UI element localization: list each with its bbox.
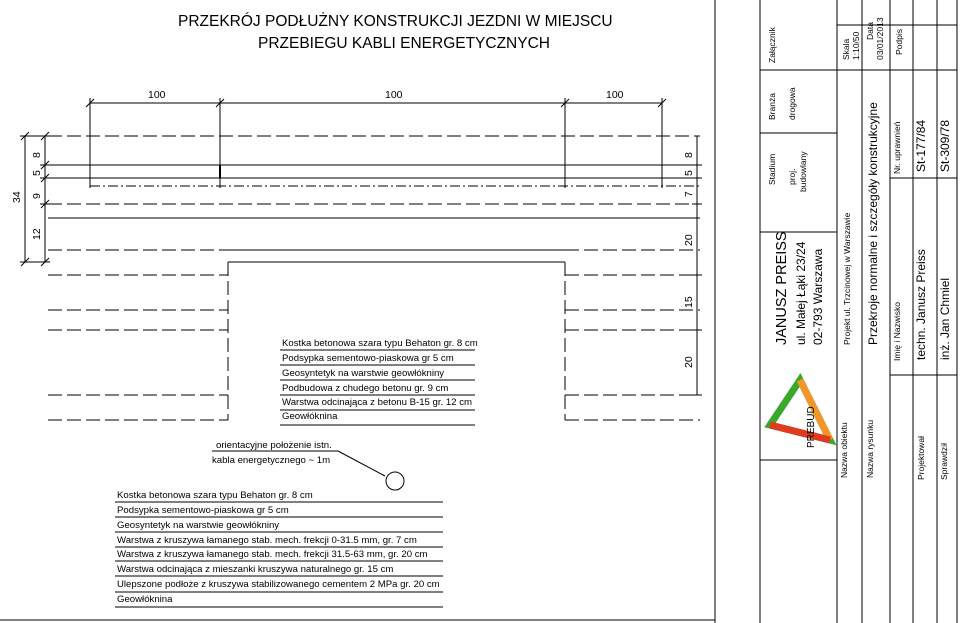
lower-layer-5: Warstwa z kruszywa łamanego stab. mech. frekcji 31.5-63 mm, gr. 20 cm — [117, 549, 428, 560]
zalacznik-label: Załącznik — [767, 27, 777, 63]
podpis-label: Podpis — [894, 29, 904, 55]
left-dim-9: 9 — [31, 193, 43, 199]
stadium-label: Stadium — [767, 153, 777, 185]
nazwa-rysunku-label: Nazwa rysunku — [865, 419, 875, 478]
nazwa-obiektu-label: Nazwa obiektu — [839, 422, 849, 478]
prebud-logo-text: PREBUD — [806, 406, 817, 448]
right-dim-20b: 20 — [683, 356, 695, 368]
prebud-logo — [770, 380, 830, 440]
company-address-1: ul. Małej Łąki 23/24 — [794, 241, 808, 345]
left-dim-total: 34 — [11, 191, 23, 203]
upper-layer-4: Podbudowa z chudego betonu gr. 9 cm — [282, 383, 449, 394]
stadium-value-2: budowlany — [798, 151, 808, 192]
data-label: Data — [865, 22, 875, 40]
upper-layer-1: Kostka betonowa szara typu Behaton gr. 8 cm — [282, 338, 478, 349]
lower-layer-1: Kostka betonowa szara typu Behaton gr. 8 cm — [117, 490, 313, 501]
top-dimension — [86, 98, 666, 188]
projektowal-name: techn. Janusz Preiss — [914, 249, 928, 360]
upper-layer-3: Geosyntetyk na warstwie geowłókniny — [282, 368, 445, 379]
top-dim-2: 100 — [385, 89, 403, 101]
projektowal-nr: St-177/84 — [914, 119, 928, 172]
lower-layer-6: Warstwa odcinająca z mieszanki kruszywa naturalnego gr. 15 cm — [117, 564, 394, 575]
company-address-2: 02-793 Warszawa — [811, 248, 825, 345]
right-dim-7: 7 — [683, 191, 695, 197]
upper-layer-6: Geowłóknina — [282, 411, 338, 422]
title-line-2: PRZEBIEGU KABLI ENERGETYCZNYCH — [258, 35, 550, 52]
nazwa-rysunku-value: Przekroje normalne i szczegóły konstrukcyjne — [866, 102, 880, 345]
top-dim-3: 100 — [606, 89, 624, 101]
cable-note-line-2: kabla energetycznego ~ 1m — [212, 455, 331, 466]
right-dim-5: 5 — [683, 170, 695, 176]
sprawdzil-label: Sprawdził — [939, 443, 949, 480]
branza-value: drogowa — [787, 87, 797, 120]
sprawdzil-nr: St-309/78 — [938, 119, 952, 172]
lower-layer-4: Warstwa z kruszywa łamanego stab. mech. frekcji 0-31.5 mm, gr. 7 cm — [117, 535, 417, 546]
upper-layer-2: Podsypka sementowo-piaskowa gr 5 cm — [282, 353, 454, 364]
left-dim-5: 5 — [31, 170, 43, 176]
right-dim-15: 15 — [683, 296, 695, 308]
top-dim-1: 100 — [148, 89, 166, 101]
title-line-1: PRZEKRÓJ PODŁUŻNY KONSTRUKCJI JEZDNI W MIEJSCU — [178, 13, 613, 30]
lower-layer-3: Geosyntetyk na warstwie geowłókniny — [117, 520, 280, 531]
skala-value: 1:10/50 — [851, 31, 861, 60]
nazwa-obiektu-value: Projekt ul. Trzcinowej w Warszawie — [842, 212, 852, 345]
right-dim-8: 8 — [683, 152, 695, 158]
lower-layer-2: Podsypka sementowo-piaskowa gr 5 cm — [117, 505, 289, 516]
lower-layer-8: Geowłóknina — [117, 594, 173, 605]
imie-label: Imię i Nazwisko — [892, 301, 902, 361]
projektowal-label: Projektował — [916, 436, 926, 480]
skala-label: Skala — [841, 38, 851, 60]
data-value: 03/01/2013 — [875, 17, 885, 60]
structure-lines — [48, 165, 700, 262]
left-dim-12: 12 — [31, 228, 43, 240]
lower-layer-7: Ulepszone podłoże z kruszywa stabilizowanego cementem 2 MPa gr. 20 cm — [117, 579, 440, 590]
company-name: JANUSZ PREISS — [774, 231, 790, 345]
branza-label: Branża — [767, 93, 777, 120]
right-dim-20a: 20 — [683, 234, 695, 246]
nr-uprawnien-label: Nr. uprawnień — [892, 121, 902, 174]
left-dim-8: 8 — [31, 152, 43, 158]
upper-layer-5: Warstwa odcinająca z betonu B-15 gr. 12 cm — [282, 397, 473, 408]
cable-note-line-1: orientacyjne położenie istn. — [216, 440, 332, 451]
stadium-value-1: proj. — [787, 168, 797, 185]
sprawdzil-name: inż. Jan Chmiel — [938, 277, 952, 360]
